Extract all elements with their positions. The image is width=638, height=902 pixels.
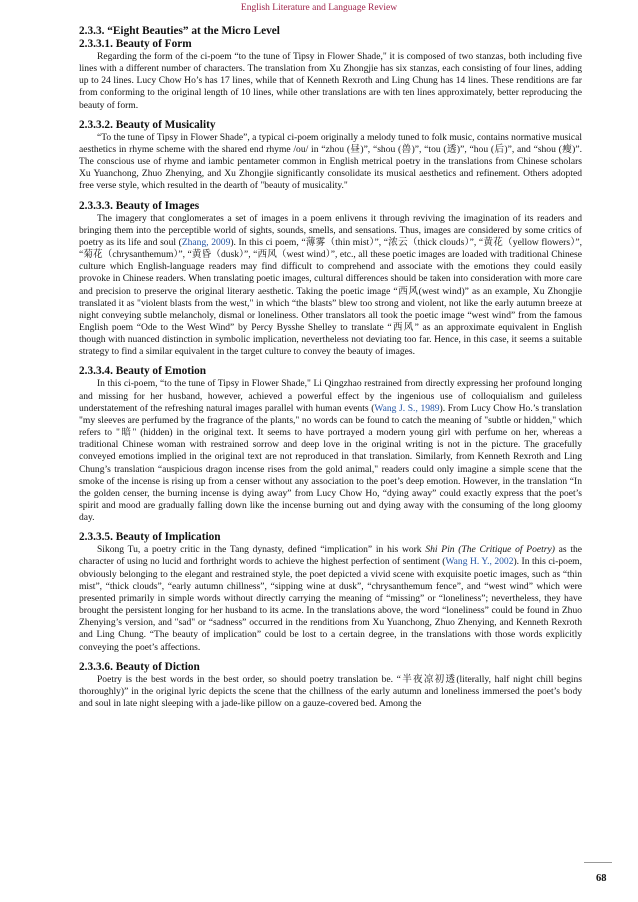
citation-link[interactable]: Wang J. S., 1989: [374, 402, 440, 414]
work-title: Shi Pin (The Critique of Poetry): [425, 544, 555, 556]
paragraph-text: Regarding the form of the ci-poem “to the tune of Tipsy in Flower Shade," it is composed of two stanzas, both including five lines with a different number of characters. The translation from Xu Zhongjie has six stanzas, each consisting of four lines, adding up to 24 lines. Lucy Chow Ho’s has 17 lines, while that of Kenneth Rexroth and Ling Chung has 14 lines. These renditions are far from conforming to the original length of 10 lines, while other translations are with ten lines approximately, better reproducing the beauty of form.: [79, 51, 582, 111]
subsection-paragraph: [79, 132, 582, 193]
subsection-paragraph: [79, 213, 582, 359]
paragraph-text: “To the tune of Tipsy in Flower Shade”, a typical ci-poem originally a melody tuned to folk music, contains normative musical aesthetics in rhyme scheme with the shared end rhyme /ou/ in “zhou (昼)”, “shou (兽)”, “tou (透)”, “hou (后)”, and “shou (瘦)”. The conscious use of rhyme and iambic pentameter common in English metrical poetry in the translations from Chinese scholars Xu Yuanchong, Zhuo Zhenying, and Xu Zhongjie significantly consolidate its musical aesthetics and refinement. Others adopted free verse style, which resulted in the dearth of "beauty of musicality.": [79, 131, 582, 192]
subsections-container: [79, 38, 582, 710]
paragraph-text: as the character of using no lucid and forthright words to achieve the highest perfection of sentiment (: [79, 544, 582, 568]
subsection-heading: 2.3.3.2. Beauty of Musicality: [79, 118, 216, 131]
subsection-paragraph: [79, 51, 582, 112]
subsection-heading: 2.3.3.4. Beauty of Emotion: [79, 365, 207, 378]
paragraph-text: The imagery that conglomerates a set of images in a poem enlivens it through reviving the imagination of its readers and bringing them into the perceptible world of sights, sounds, smells, and sensations. Thus, images are considered by some critics of poetry as its life and soul (: [79, 212, 582, 248]
paragraph-text: ). In this ci-poem, obviously belonging to the elegant and restrained style, the poet depicted a vivid scene with exquisite poetic images, such as “thin mist”, “thick clouds”, “early autumn chillness”, “sipping wine at dusk”, “chrysanthemum fence”, and “west wind” which were presented primarily in simple words without directly carrying the meaning of “missing” or “loneliness”; nevertheless, they have brought the persistent longing for her husband to its acme. In the translations above, the word “loneliness” could be found in Zhuo Zhenying’s version, and "sad" or “sadness” occurred in the renditions from Xu Yuanchong, Zhuo Zhenying, and Kenneth Rexroth and Ling Chung. “The beauty of implication” could be lost to a certain degree, in the translations with those words explicitly conveying the poet’s affections.: [79, 556, 582, 653]
paragraph-text: ). In this ci poem, “薄雾（thin mist）”, “浓云（thick clouds）”, “黄花（yellow flowers）”, “菊花（chrysanthemum）”, “黄昏（dusk）”, “西风（west wind）”, etc., all these poetic images are loaded with traditional Chinese culture which English-language readers may find difficult to comprehend and associate with the emotions they could easily provoke in Chinese readers. When translating poetic images, cultural differences should be taken into consideration with more care and precision to preserve the original literary aesthetic. Taking the poetic image “西风(west wind)” as an example, Xu Zhongjie translated it as "violent blasts from the west," in which “the blasts” blew too strong and violent, not like the early autumn breeze at night conveying subtle melancholy, dismal or loneliness. Other translators all took the poetic image “west wind” from the famous English poem “Ode to the West Wind” by Percy Bysshe Shelley to translate “西风” as an approximate equivalent in English though with nuanced distinction in symbolic implication, nevertheless not deviating too far. Hence, in this case, it seems a suitable strategy to find a similar equivalent in the target culture to convey the beauty of images.: [79, 236, 582, 358]
subsection-heading: 2.3.3.6. Beauty of Diction: [79, 660, 200, 673]
subsection-paragraph: [79, 378, 582, 524]
page-number-rule: [584, 862, 612, 863]
paragraph-text: Poetry is the best words in the best order, so should poetry translation be. “半夜凉初透(literally, half night chill begins thoroughly)” in the original lyric depicts the scene that the chillness of the early autumn and loneliness immersed the poet’s body and soul in late night sleeping with a jade-like pillow on a gauze-covered bed. Among the: [79, 673, 582, 710]
section-title: 2.3.3. “Eight Beauties” at the Micro Level: [79, 25, 280, 37]
paragraph-text: In this ci-poem, “to the tune of Tipsy in Flower Shade," Li Qingzhao restrained from directly expressing her profound longing and missing for her husband, however, achieved a powerful effect by the ingenious use of colloquialism and guileless understatement of the refreshing natural images parallel with human events (: [79, 378, 582, 414]
citation-link[interactable]: Wang H. Y., 2002: [445, 556, 514, 568]
page-number: 68: [596, 873, 607, 884]
subsection-paragraph: [79, 674, 582, 710]
citation-link[interactable]: Zhang, 2009: [181, 236, 231, 248]
subsection-heading: 2.3.3.1. Beauty of Form: [79, 38, 192, 50]
article-body: [79, 25, 582, 710]
subsection-paragraph: [79, 544, 582, 653]
subsection-heading: 2.3.3.3. Beauty of Images: [79, 199, 200, 212]
paragraph-text: ). From Lucy Chow Ho.’s translation "my sleeves are perfumed by the fragrance of the plants," no words can be found to catch the meaning of "subtle or hidden," which refers to "暗" (hidden) in the original text. It seems to have portrayed a modern young girl with perfume on her, whereas a traditional Chinese woman with restrained sorrow and deep love in the original writing is not in the picture. The gracefully conveyed emotions implied in the original text are not reproduced in that translation. Similarly, from Kenneth Rexroth and Ling Chung’s translation “auspicious dragon incense rises from the gold animal," readers could only imagine a simple scene that the smoke of the incense is rising up from a censer without any association to the poet’s deep emotion. However, in the translation “In the golden censer, the burning incense is dying away” from Lucy Chow Ho, “dying away” could exactly express that the poet’s spirit and mood are gradually falling down like the incense burning out and dying away with the consuming of the long gloomy day.: [79, 402, 582, 524]
paragraph-text: Sikong Tu, a poetry critic in the Tang dynasty, defined “implication” in his work: [97, 544, 426, 556]
journal-header: English Literature and Language Review: [240, 3, 398, 13]
subsection-heading: 2.3.3.5. Beauty of Implication: [79, 531, 221, 544]
